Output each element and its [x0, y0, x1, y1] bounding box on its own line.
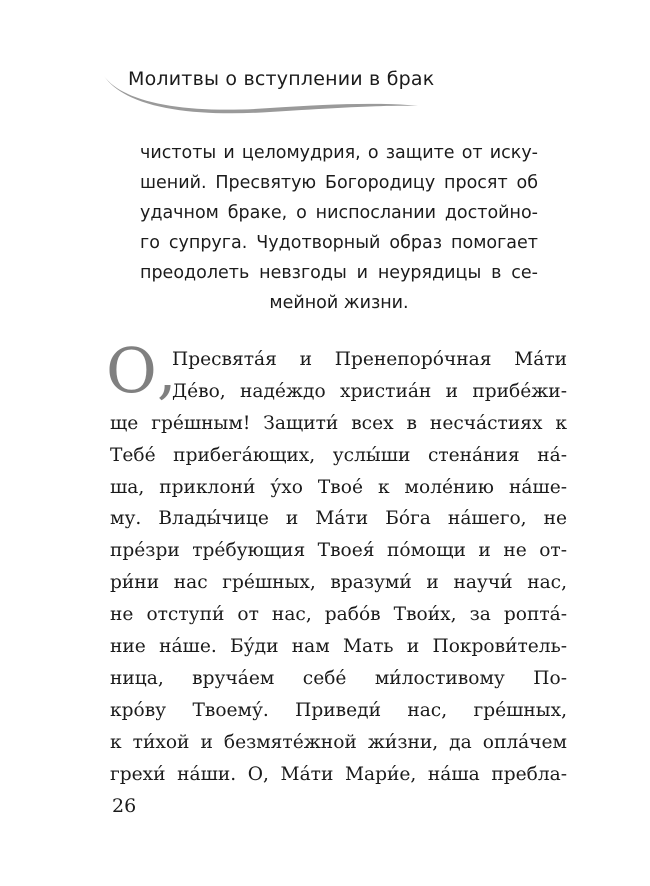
text-line: удачном браке, о ниспослании достойно- [140, 203, 538, 223]
text-line: го супруга. Чудотворный образ помогает [140, 233, 538, 253]
intro-paragraph [140, 138, 538, 318]
prayer-line: ще гре́шным! Защити́ всех в несча́стиях к [110, 412, 567, 434]
running-title: Молитвы о вступлении в брак [128, 68, 435, 90]
prayer-line: к ти́хой и безмяте́жной жи́зни, да опла́чем [110, 731, 567, 753]
prayer-line: ри́ни нас гре́шных, вразуми́ и научи́ нас, [110, 572, 567, 594]
text-line: шений. Пресвятую Богородицу просят об [140, 173, 538, 193]
prayer-line: Пресвята́я и Пренепоро́чная Ма́ти [172, 349, 567, 370]
prayer-line: грехи́ на́ши. О, Ма́ти Мари́е, на́ша пребла- [110, 763, 567, 785]
prayer-text [110, 344, 567, 790]
prayer-line: Де́во, наде́ждо христиа́н и прибе́жи- [172, 380, 567, 402]
prayer-line: му. Влады́чице и Ма́ти Бо́га на́шего, не [110, 508, 567, 530]
text-line: мейной жизни. [269, 293, 409, 313]
drop-cap: О, [106, 334, 177, 407]
text-line: чистоты и целомудрия, о защите от иску- [140, 143, 538, 163]
prayer-line: ница, вруча́ем себе́ ми́лостивому По- [110, 667, 567, 689]
prayer-line: не отступи́ от нас, рабо́в Твои́х, за ропта́- [110, 604, 567, 626]
prayer-line: ша, приклони́ у́хо Твое́ к моле́нию на́ше- [110, 476, 567, 498]
text-line: преодолеть невзгоды и неурядицы в се- [140, 263, 538, 283]
prayer-line: ние на́ше. Бу́ди нам Мать и Покрови́тель- [110, 636, 567, 658]
prayer-line: кро́ву Твоему́. Приведи́ нас, гре́шных, [110, 699, 567, 721]
prayer-line: Тебе́ прибега́ющих, услы́ши стена́ния на́- [110, 444, 567, 466]
page-number: 26 [112, 795, 137, 817]
prayer-line: пре́зри тре́бующия Твоея́ по́мощи и не от- [110, 540, 567, 562]
